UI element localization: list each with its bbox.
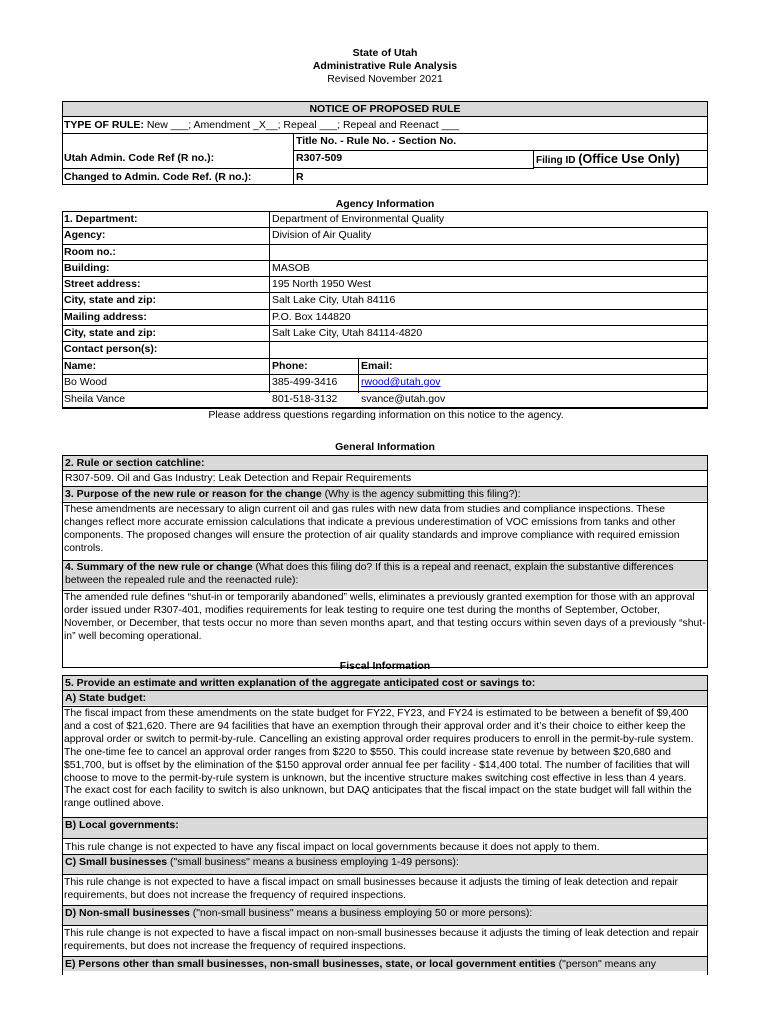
filing-id (534, 152, 708, 168)
contact-phone: 385-499-3416 (272, 376, 338, 388)
filing-id-label: Filing ID (536, 155, 576, 166)
contact-name: Bo Wood (64, 376, 107, 388)
agency-label: 1. Department: (64, 213, 138, 225)
agency-value: Division of Air Quality (272, 229, 372, 241)
spacer (293, 184, 708, 185)
agency-value: Salt Lake City, Utah 84116 (272, 294, 396, 306)
changed-label: Changed to Admin. Code Ref. (R no.): (64, 171, 252, 183)
row-line (62, 341, 708, 342)
row-line (62, 260, 708, 261)
agency-section-title: Agency Information (335, 198, 435, 210)
agency-value: Department of Environmental Quality (272, 213, 445, 225)
state-budget-label: A) State budget: (63, 691, 707, 705)
agency-label: Building: (64, 262, 110, 274)
contact-email-header: Email: (361, 360, 393, 372)
q3-label: 3. Purpose of the new rule or reason for the change (65, 488, 322, 500)
non-small-business-answer: This rule change is not expected to have a fiscal impact on non-small businesses because it adjusts the timing of leak detection and repair requirements, but does not increase the frequency of required inspections. (64, 928, 699, 952)
doc-revision: Revised November 2021 (327, 73, 443, 85)
divider (62, 925, 708, 926)
changed-value: R (296, 171, 304, 183)
agency-label: Room no.: (64, 246, 116, 258)
small-business-note: ("small business" means a business employing 1-49 persons): (167, 856, 459, 868)
row-line (62, 227, 708, 228)
title-no-label: Title No. - Rule No. - Section No. (296, 135, 457, 147)
contact-name: Sheila Vance (64, 393, 126, 405)
contact-email[interactable] (359, 375, 559, 389)
contact-name-header: Name: (64, 360, 97, 372)
contact-email-link[interactable]: rwood@utah.gov (361, 376, 441, 388)
agency-label: City, state and zip: (64, 327, 156, 339)
contact-phone: 801-518-3132 (272, 393, 338, 405)
q2-answer: R307-509. Oil and Gas Industry: Leak Detection and Repair Requirements (65, 472, 412, 484)
q3-answer: These amendments are necessary to align current oil and gas rules with new data from studies and compliance inspections. These changes reflect more accurate emission calculations that indicate a previous underestimation of VOC emissions from tanks and other components. The proposed changes will ensure the protection of air quality standards and improve compliance with required emission controls. (64, 504, 680, 554)
agency-label: Street address: (64, 278, 141, 290)
fiscal-section-title: Fiscal Information (339, 660, 431, 672)
small-business-label: C) Small businesses (65, 856, 168, 868)
filing-id-note: (Office Use Only) (578, 152, 680, 166)
agency-label: Agency: (64, 229, 106, 241)
local-gov-answer: This rule change is not expected to have any fiscal impact on local governments because it does not apply to them. (65, 841, 600, 853)
q2-label: 2. Rule or section catchline: (63, 456, 707, 470)
small-business-label-row (63, 855, 707, 874)
q4-label: 4. Summary of the new rule or change (65, 562, 253, 573)
doc-title: Administrative Rule Analysis (312, 60, 458, 72)
agency-value: P.O. Box 144820 (272, 311, 351, 323)
row-line (62, 292, 708, 293)
q3-note: (Why is the agency submitting this filing?): (321, 488, 521, 500)
q3-label-row (63, 487, 707, 501)
q4-answer: The amended rule defines “shut-in or temporarily abandoned” wells, eliminates a previously granted exemption for those with an approval order issued under R307-401, modifies requirements for leak testing to require one test during the months of September, October, November, or December, that tests occur no more than seven months apart, and that testing occurs within seven days of a previously “shut-in” well becoming operational. (64, 592, 706, 642)
agency-note: Please address questions regarding information on this notice to the agency. (208, 409, 564, 421)
type-of-rule-value: New ___; Amendment _X__; Repeal ___; Repeal and Reenact ___ (143, 119, 460, 131)
contact-email: svance@utah.gov (361, 393, 446, 405)
other-persons-label-row (63, 957, 707, 971)
local-gov-label: B) Local governments: (63, 818, 707, 838)
row-line (62, 276, 708, 277)
agency-value: MASOB (272, 262, 310, 274)
state-budget-answer: The fiscal impact from these amendments on the state budget for FY22, FY23, and FY24 is estimated to be between a benefit of $9,400 and a cost of $21,620. There are 94 facilities that have an exemption through their approval order and it’s their choice to either keep the approval order or switch to permit-by-rule. Cancelling an existing approval order requires producers to enroll in the permit-by-rule system. The one-time fee to cancel an approval order ranges from $220 to $550. This could increase state revenue by between $20,680 and $51,700, but is offset by the elimination of the $150 approval order annual fee per facility - $14,400 total. The number of facilities that will choose to move to the permit-by-rule system is unknown, but the incentive structure makes switching cost effective in less than 4 years. The exact cost for each facility to switch is also unknown, but DAQ anticipates that the fiscal impact on the state budget will fall within the range outlined above. (64, 708, 694, 810)
contact-phone-header: Phone: (272, 360, 308, 372)
q4-note: (What does this filing do? If this is a repeal and reenact, explain the substantive differences between the repealed rule and the reenacted rule): (65, 562, 674, 586)
non-small-business-label-row (63, 906, 707, 925)
type-of-rule-label: TYPE OF RULE: (64, 119, 144, 131)
agency-value: 195 North 1950 West (272, 278, 372, 290)
non-small-business-label: D) Non-small businesses (65, 907, 190, 919)
row-line (62, 244, 708, 245)
type-of-rule-row (62, 118, 708, 132)
general-section-title: General Information (335, 441, 435, 453)
notice-title: NOTICE OF PROPOSED RULE (62, 101, 708, 117)
agency-label: City, state and zip: (64, 294, 156, 306)
divider (62, 874, 708, 875)
admin-code-label: Utah Admin. Code Ref (R no.): (64, 152, 215, 164)
doc-state: State of Utah (352, 47, 418, 59)
agency-value: Salt Lake City, Utah 84114-4820 (272, 327, 423, 339)
agency-label: Contact person(s): (64, 343, 158, 355)
agency-label: Mailing address: (64, 311, 147, 323)
other-persons-note: ("person" means any (555, 958, 656, 970)
small-business-answer: This rule change is not expected to have a fiscal impact on small businesses because it adjusts the timing of leak detection and repair requirements, but does not increase the frequency of required inspections. (64, 877, 678, 901)
other-persons-label: E) Persons other than small businesses, non-small businesses, state, or local government entities (65, 958, 556, 970)
non-small-business-note: ("non-small business" means a business employing 50 or more persons): (189, 907, 533, 919)
q5-label: 5. Provide an estimate and written explanation of the aggregate anticipated cost or savings to: (63, 676, 707, 690)
divider (62, 838, 708, 839)
divider (62, 168, 534, 169)
q4-label-row (63, 561, 707, 589)
row-line (62, 325, 708, 326)
row-line (62, 309, 708, 310)
admin-code-value: R307-509 (296, 152, 343, 164)
